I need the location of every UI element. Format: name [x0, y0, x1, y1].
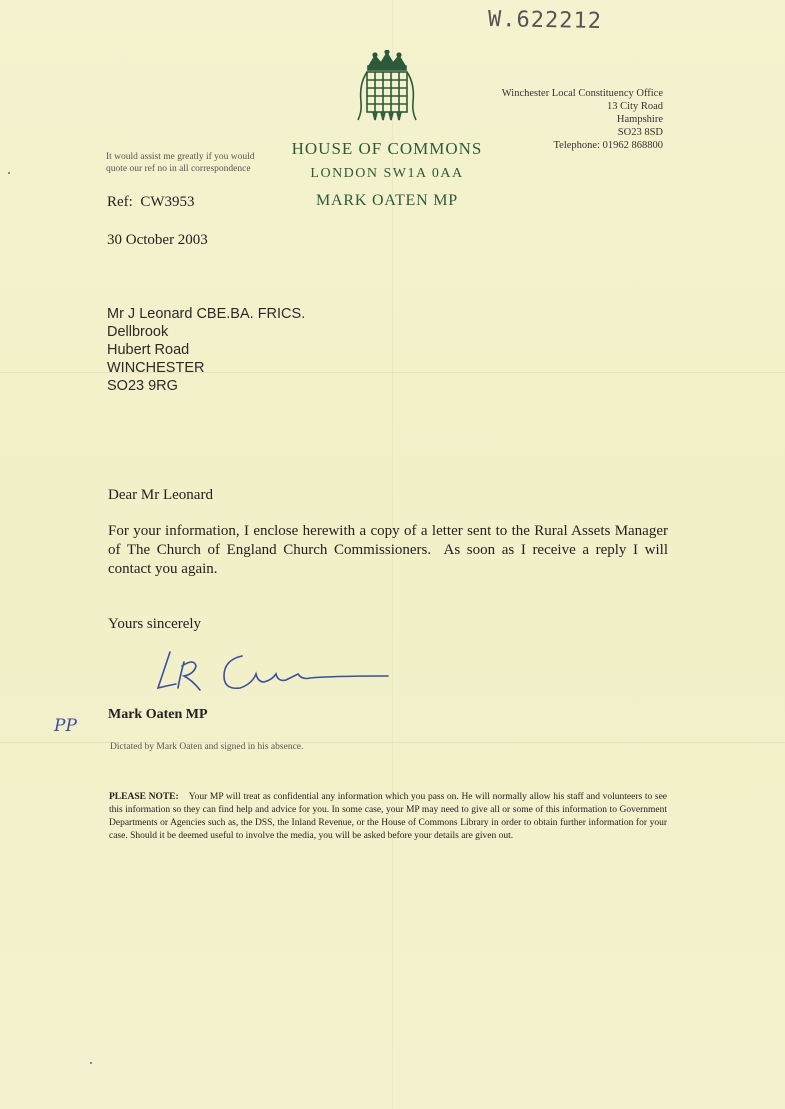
recipient-address-line: Dellbrook	[107, 324, 169, 340]
reference-note-line: quote our ref no in all correspondence	[106, 164, 251, 174]
constituency-line: 13 City Road	[606, 101, 663, 112]
reference-note	[106, 151, 255, 175]
closing: Yours sincerely	[108, 616, 202, 632]
reference-note-line: It would assist me greatly if you would	[106, 152, 255, 162]
portcullis-crest-icon	[355, 50, 419, 124]
salutation: Dear Mr Leonard	[108, 487, 213, 503]
paper-speck	[8, 172, 10, 174]
constituency-office-address	[502, 87, 663, 152]
letterhead-house-of-commons: HOUSE OF COMMONS	[291, 139, 483, 158]
signer-name: Mark Oaten MP	[108, 707, 208, 722]
recipient-address	[107, 305, 305, 395]
letterhead-mp-name: MARK OATEN MP	[316, 192, 458, 209]
recipient-address-line: Hubert Road	[107, 342, 190, 358]
privacy-notice-label: PLEASE NOTE:	[109, 792, 179, 802]
paper-speck	[90, 1062, 92, 1064]
constituency-line: Winchester Local Constituency Office	[501, 88, 663, 99]
privacy-notice	[109, 791, 667, 843]
letterhead-address: LONDON SW1A 0AA	[310, 166, 464, 181]
letter-body: For your information, I enclose herewith a copy of a letter sent to the Rural Assets Manager of The Church of England Church Commissioners. As soon as I receive a reply I will contact you again.	[108, 523, 672, 577]
recipient-address-line: WINCHESTER	[107, 360, 205, 376]
constituency-telephone: Telephone: 01962 868800	[553, 140, 663, 151]
constituency-line: Hampshire	[616, 114, 663, 125]
constituency-line: SO23 8SD	[617, 127, 663, 138]
dictated-note: Dictated by Mark Oaten and signed in his absence.	[110, 742, 304, 752]
letter-date: 30 October 2003	[107, 232, 208, 248]
reference-number: Ref: CW3953	[107, 194, 195, 210]
handwritten-reference: W.622212	[487, 7, 603, 34]
recipient-postcode: SO23 9RG	[107, 378, 178, 394]
recipient-name: Mr J Leonard CBE.BA. FRICS.	[107, 306, 306, 322]
handwritten-signature	[152, 648, 392, 698]
privacy-notice-text: Your MP will treat as confidential any information which you pass on. He will normally allow his staff and volunteers to see this information so they can find help and advice for you. In some case, your MP may need to give all or some of this information to Government Departments or Agencies such as, the DSS, the Inland Revenue, or the House of Commons Library in order to obtain further information for your case. Should it be deemed useful to involve the media, you will be asked before your details are given out.	[109, 792, 668, 841]
pp-handwritten-mark: PP	[54, 716, 77, 736]
